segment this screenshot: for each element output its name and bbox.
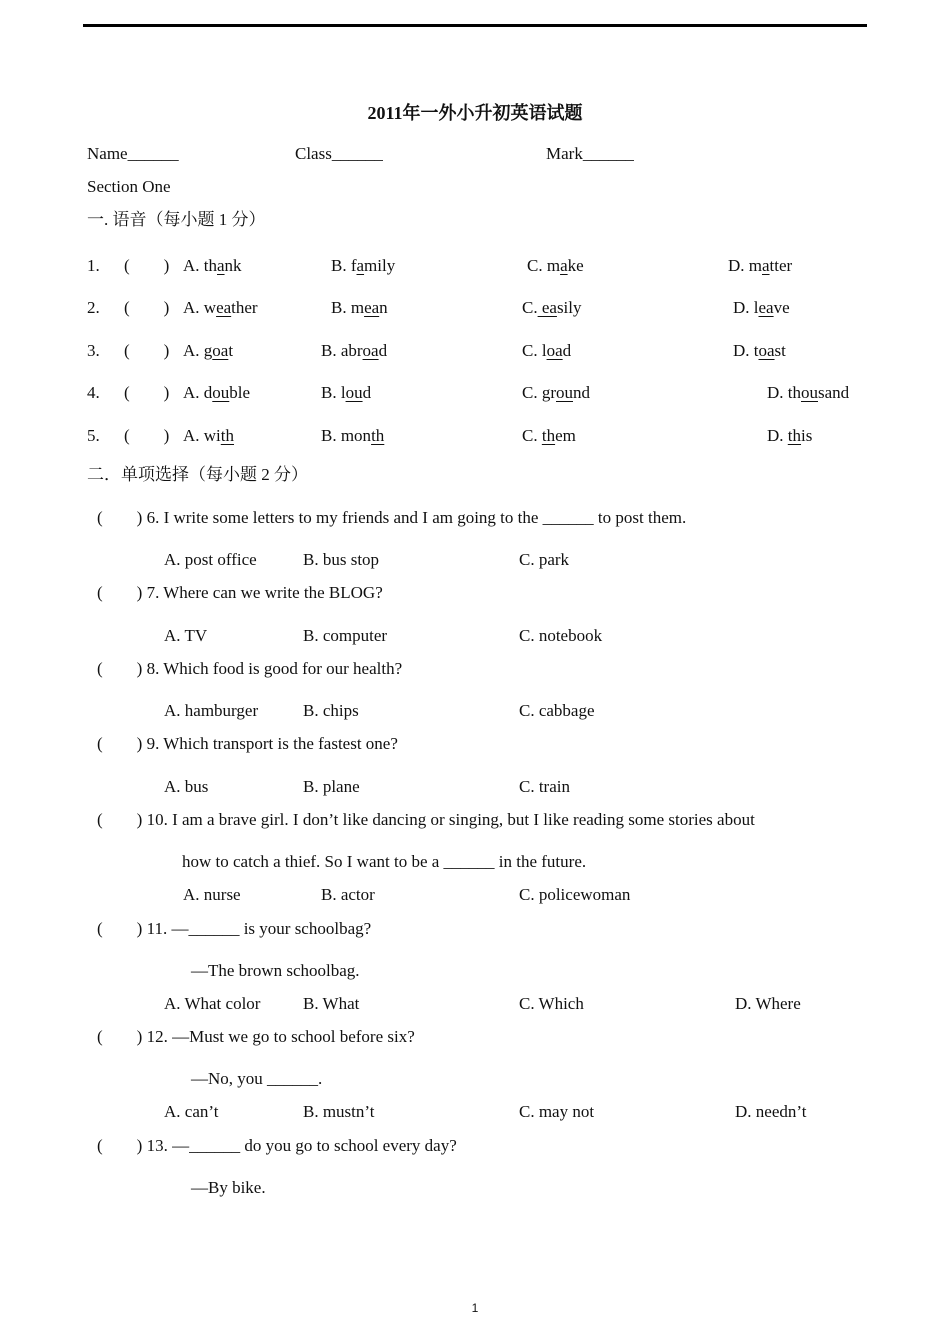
question-stem: ( ) 11. —______ is your schoolbag? — [97, 919, 372, 938]
question-number: 3. — [87, 341, 100, 360]
option: C. cabbage — [519, 701, 595, 720]
option: B. mean — [331, 298, 388, 317]
answer-blank: ( ) — [124, 426, 170, 445]
class-field: Class______ — [295, 144, 383, 163]
option: A. TV — [164, 626, 208, 645]
option: C. policewoman — [519, 885, 631, 904]
underlined-letters: ou — [801, 383, 818, 402]
option: B. chips — [303, 701, 359, 720]
option: C. may not — [519, 1102, 595, 1121]
option: A. post office — [164, 550, 257, 569]
option: C. Which — [519, 994, 584, 1013]
option: B. plane — [303, 777, 360, 796]
option: C. notebook — [519, 626, 603, 645]
option: B. What — [303, 994, 360, 1013]
underlined-letters: ou — [345, 383, 363, 402]
part2-heading: 二．单项选择（每小题 2 分） — [87, 465, 308, 484]
underlined-letters: a — [356, 256, 365, 275]
name-field: Name______ — [87, 144, 179, 163]
page-title: 2011年一外小升初英语试题 — [367, 103, 583, 123]
option: D. matter — [728, 256, 793, 275]
question-stem: ( ) 10. I am a brave girl. I don’t like dancing or singing, but I like reading some stories about — [97, 810, 755, 829]
option: A. goat — [183, 341, 234, 360]
option: C. easily — [522, 298, 582, 317]
option: A. nurse — [183, 885, 241, 904]
option: C. them — [522, 426, 576, 445]
option: B. loud — [321, 383, 372, 402]
underlined-letters: th — [541, 426, 556, 445]
option: B. month — [321, 426, 385, 445]
underlined-letters: ou — [556, 383, 573, 402]
question-number: 2. — [87, 298, 100, 317]
option: C. train — [519, 777, 570, 796]
page-number: 1 — [471, 1301, 479, 1315]
underlined-letters: ea — [364, 298, 380, 317]
question-continuation: —No, you ______. — [191, 1069, 323, 1088]
underlined-letters: ea — [216, 298, 232, 317]
question-stem: ( ) 9. Which transport is the fastest one? — [97, 734, 398, 753]
underlined-letters: ou — [212, 383, 230, 402]
option: A. double — [183, 383, 251, 402]
answer-blank: ( ) — [124, 298, 170, 317]
header-rule — [83, 24, 867, 27]
question-continuation: —The brown schoolbag. — [191, 961, 360, 980]
option: A. with — [183, 426, 235, 445]
option: B. abroad — [321, 341, 388, 360]
option: A. What color — [164, 994, 261, 1013]
option: C. park — [519, 550, 570, 569]
underlined-letters: ea — [758, 298, 774, 317]
underlined-letters: oa — [212, 341, 229, 360]
option: C. ground — [522, 383, 590, 402]
underlined-letters: oa — [758, 341, 775, 360]
underlined-letters: th — [787, 426, 802, 445]
question-number: 4. — [87, 383, 100, 402]
mark-field: Mark______ — [546, 144, 634, 163]
option: D. Where — [735, 994, 801, 1013]
question-stem: ( ) 7. Where can we write the BLOG? — [97, 583, 383, 602]
option: B. bus stop — [303, 550, 380, 569]
option: B. family — [331, 256, 396, 275]
option: D. needn’t — [735, 1102, 807, 1121]
answer-blank: ( ) — [124, 256, 170, 275]
option: A. weather — [183, 298, 258, 317]
option: D. toast — [733, 341, 786, 360]
underlined-letters: a — [762, 256, 770, 275]
underlined-letters: ea — [537, 298, 557, 317]
underlined-letters: oa — [362, 341, 379, 360]
option: C. make — [527, 256, 584, 275]
question-number: 5. — [87, 426, 100, 445]
answer-blank: ( ) — [124, 383, 170, 402]
underlined-letters: a — [560, 256, 568, 275]
question-number: 1. — [87, 256, 100, 275]
option: A. hamburger — [164, 701, 259, 720]
option: B. actor — [321, 885, 375, 904]
option: A. can’t — [164, 1102, 219, 1121]
underlined-letters: th — [371, 426, 385, 445]
part1-heading: 一. 语音（每小题 1 分） — [87, 210, 266, 229]
answer-blank: ( ) — [124, 341, 170, 360]
option: C. load — [522, 341, 572, 360]
option: D. this — [767, 426, 813, 445]
question-stem: ( ) 8. Which food is good for our health? — [97, 659, 403, 678]
underlined-letters: a — [217, 256, 225, 275]
option: A. thank — [183, 256, 242, 275]
question-stem: ( ) 13. —______ do you go to school every day? — [97, 1136, 457, 1155]
question-continuation: how to catch a thief. So I want to be a ______ in the future. — [182, 852, 587, 871]
option: B. computer — [303, 626, 388, 645]
question-continuation: —By bike. — [191, 1178, 266, 1197]
underlined-letters: th — [220, 426, 235, 445]
underlined-letters: oa — [546, 341, 563, 360]
question-stem: ( ) 6. I write some letters to my friends and I am going to the ______ to post them. — [97, 508, 687, 527]
option: D. thousand — [767, 383, 850, 402]
option: B. mustn’t — [303, 1102, 375, 1121]
section-label: Section One — [87, 177, 171, 196]
option: D. leave — [733, 298, 790, 317]
option: A. bus — [164, 777, 209, 796]
question-stem: ( ) 12. —Must we go to school before six? — [97, 1027, 415, 1046]
